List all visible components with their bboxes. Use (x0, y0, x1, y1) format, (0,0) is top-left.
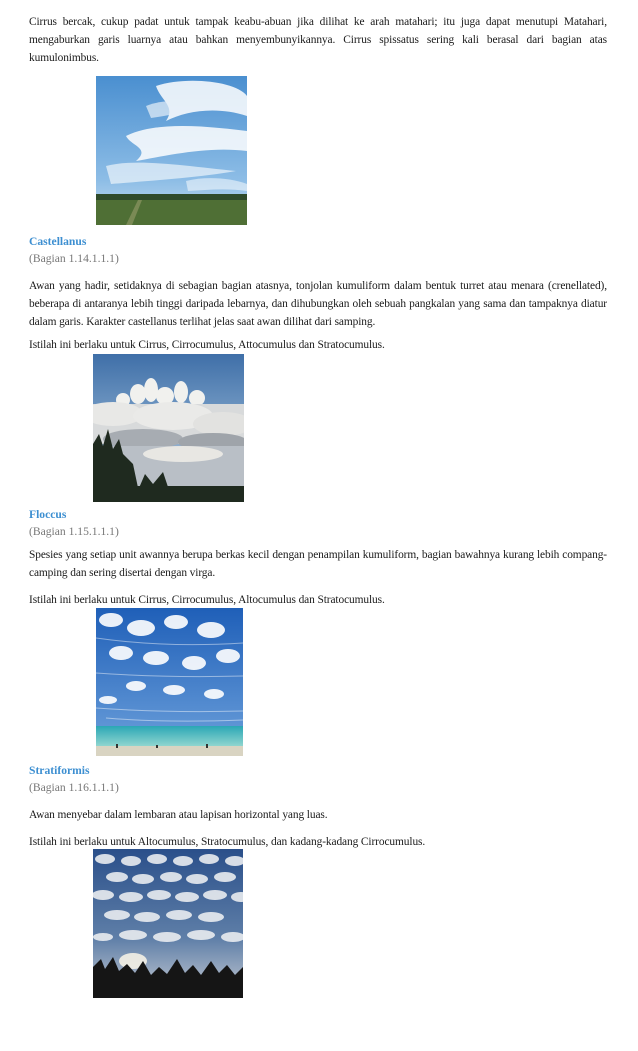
section-heading-floccus: Floccus (29, 508, 67, 521)
section-ref-stratiformis: (Bagian 1.16.1.1.1) (29, 781, 119, 794)
floccus-photo (96, 608, 243, 756)
cirrus-spissatus-photo (96, 76, 247, 225)
castellanus-photo (93, 354, 244, 502)
stratiformis-paragraph: Awan menyebar dalam lembaran atau lapisan horizontal yang luas. (29, 809, 328, 821)
stratiformis-applies: Istilah ini berlaku untuk Altocumulus, Stratocumulus, dan kadang-kadang Cirrocumulus. (29, 836, 426, 848)
castellanus-applies: Istilah ini berlaku untuk Cirrus, Cirrocumulus, Attocumulus dan Stratocumulus. (29, 339, 385, 351)
section-ref-castellanus: (Bagian 1.14.1.1.1) (29, 252, 119, 265)
intro-paragraph: Cirrus bercak, cukup padat untuk tampak keabu-abuan jika dilihat ke arah matahari; itu juga dapat menutupi Matahari, mengaburkan garis luarnya atau bahkan menyembunyikannya. Cirrus spissatus sering kali berasal dari bagian atas kumulonimbus. (29, 16, 607, 64)
floccus-paragraph: Spesies yang setiap unit awannya berupa berkas kecil dengan penampilan kumuliform, bagian bawahnya kurang lebih compang-camping dan sering disertai dengan virga. (29, 549, 607, 579)
section-ref-floccus: (Bagian 1.15.1.1.1) (29, 525, 119, 538)
floccus-applies: Istilah ini berlaku untuk Cirrus, Cirrocumulus, Altocumulus dan Stratocumulus. (29, 594, 385, 606)
stratiformis-photo (93, 849, 243, 998)
section-heading-castellanus: Castellanus (29, 235, 87, 248)
castellanus-paragraph: Awan yang hadir, setidaknya di sebagian bagian atasnya, tonjolan kumuliform dalam bentuk turret atau menara (crenellated), beberapa di antaranya lebih tinggi daripada lebarnya, dan dihubungkan oleh sebuah pangkalan yang sama dan tampaknya diatur dalam garis. Karakter castellanus terlihat jelas saat awan dilihat dari samping. (29, 280, 607, 328)
section-heading-stratiformis: Stratiformis (29, 764, 90, 777)
